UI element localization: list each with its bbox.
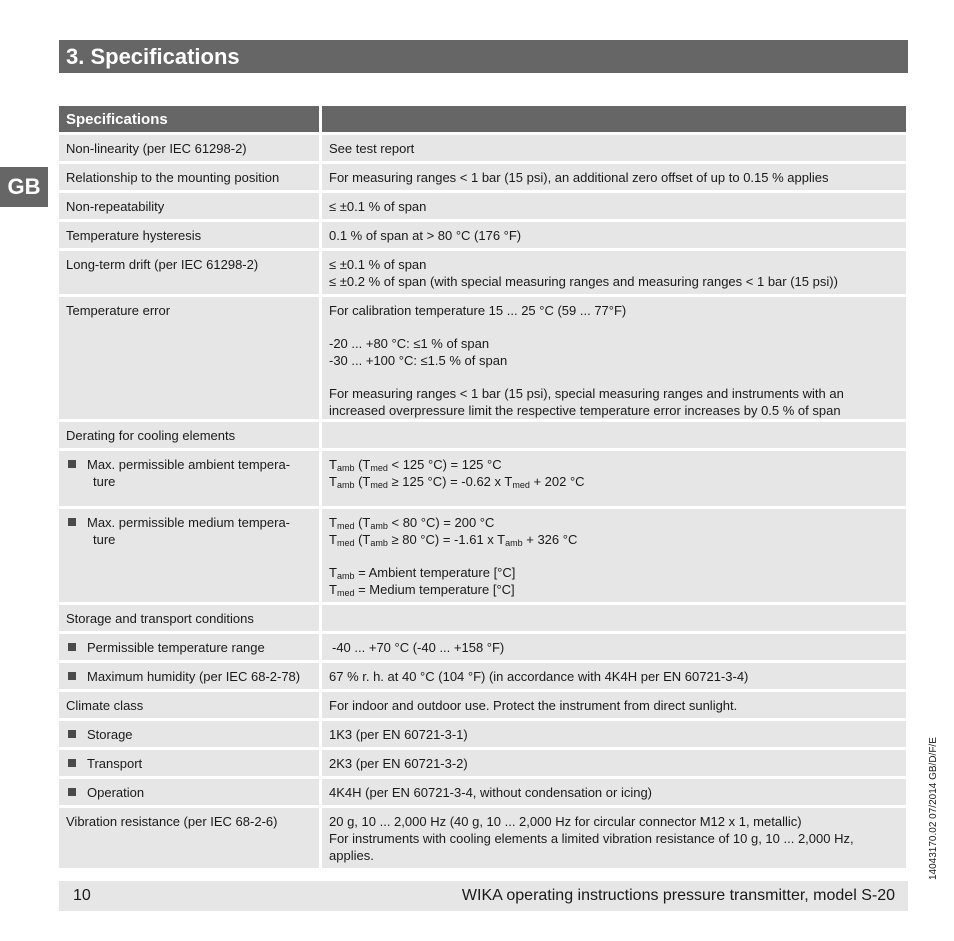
row-derating-cooling <box>59 422 906 448</box>
row-value: -40 ... +70 °C (-40 ... +158 °F) <box>322 634 906 660</box>
row-value <box>322 422 906 448</box>
row-temperature-hysteresis <box>59 222 906 248</box>
row-label: Temperature hysteresis <box>59 222 322 248</box>
row-mounting-position <box>59 164 906 190</box>
formula-line: $T_{amb}$ ($T_{med} \ge 125$ °C) = -0.62 x $T_{med} + 202$ °C <box>329 474 585 490</box>
row-label: Storage <box>59 721 322 747</box>
row-label: Climate class <box>59 692 322 718</box>
row-maximum-humidity <box>59 663 906 689</box>
legend-line: $T_{med}$ = Medium temperature [°C] <box>329 582 515 598</box>
table-header-label: Specifications <box>59 106 322 132</box>
bullet-square-icon <box>68 672 76 680</box>
row-label: Non-repeatability <box>59 193 322 219</box>
row-label: Long-term drift (per IEC 61298-2) <box>59 251 322 294</box>
value-line: -20 ... +80 °C: ≤1 % of span <box>329 336 490 351</box>
page-footer <box>59 881 908 911</box>
label-line: Max. permissible ambient tempera- <box>87 457 291 472</box>
bullet-square-icon <box>68 730 76 738</box>
row-value: 2K3 (per EN 60721-3-2) <box>322 750 906 776</box>
row-label: Storage and transport conditions <box>59 605 322 631</box>
formula-line: $T_{med}$ ($T_{amb} < 80$ °C) = 200 °C <box>329 515 495 531</box>
row-operation <box>59 779 906 805</box>
formula-line: $T_{med}$ ($T_{amb} \ge 80$ °C) = -1.61 x $T_{amb} + 326$ °C <box>329 532 578 548</box>
row-value: 4K4H (per EN 60721-3-4, without condensation or icing) <box>322 779 906 805</box>
row-value: ≤ ±0.1 % of span <box>322 193 906 219</box>
row-non-linearity <box>59 135 906 161</box>
row-label: Permissible temperature range <box>59 634 322 660</box>
row-value <box>322 509 906 602</box>
page-number: 10 <box>73 887 91 904</box>
row-label: Maximum humidity (per IEC 68-2-78) <box>59 663 322 689</box>
value-line: ≤ ±0.1 % of span <box>329 257 427 272</box>
row-value: For measuring ranges < 1 bar (15 psi), an additional zero offset of up to 0.15 % applies <box>322 164 906 190</box>
row-non-repeatability <box>59 193 906 219</box>
value-line: For instruments with cooling elements a limited vibration resistance of 10 g, 10 ... 2,000 Hz, <box>329 831 854 846</box>
footer-title: WIKA operating instructions pressure transmitter, model S-20 <box>461 887 895 904</box>
row-value <box>322 808 906 868</box>
legend-line: $T_{amb}$ = Ambient temperature [°C] <box>329 565 516 581</box>
row-label: Operation <box>59 779 322 805</box>
row-vibration-resistance <box>59 808 906 868</box>
row-label <box>59 451 322 506</box>
row-value: 1K3 (per EN 60721-3-1) <box>322 721 906 747</box>
label-line: ture <box>93 474 116 489</box>
row-max-medium-temp <box>59 509 906 602</box>
value-line: increased overpressure limit the respective temperature error increases by 0.5 % of span <box>329 403 841 418</box>
section-title: 3. Specifications <box>59 40 908 73</box>
row-value: 67 % r. h. at 40 °C (104 °F) (in accordance with 4K4H per EN 60721-3-4) <box>322 663 906 689</box>
row-label: Vibration resistance (per IEC 68-2-6) <box>59 808 322 868</box>
document-code: 14043170.02 07/2014 GB/D/F/E <box>928 737 939 880</box>
value-line: applies. <box>329 848 374 863</box>
row-value: 0.1 % of span at > 80 °C (176 °F) <box>322 222 906 248</box>
bullet-square-icon <box>68 759 76 767</box>
row-label: Temperature error <box>59 297 322 419</box>
bullet-square-icon <box>68 460 76 468</box>
label-line: ture <box>93 532 116 547</box>
table-header-row <box>59 106 906 132</box>
row-value <box>322 451 906 506</box>
bullet-square-icon <box>68 788 76 796</box>
row-storage <box>59 721 906 747</box>
value-line: -30 ... +100 °C: ≤1.5 % of span <box>329 353 508 368</box>
bullet-square-icon <box>68 643 76 651</box>
row-max-ambient-temp <box>59 451 906 506</box>
row-label: Relationship to the mounting position <box>59 164 322 190</box>
bullet-square-icon <box>68 518 76 526</box>
row-label: Derating for cooling elements <box>59 422 322 448</box>
specifications-table <box>59 103 906 871</box>
row-label: Transport <box>59 750 322 776</box>
table-header-empty <box>322 106 906 132</box>
row-value <box>322 297 906 419</box>
value-line: For calibration temperature 15 ... 25 °C (59 ... 77°F) <box>329 303 627 318</box>
row-storage-transport <box>59 605 906 631</box>
row-long-term-drift <box>59 251 906 294</box>
row-value: See test report <box>322 135 906 161</box>
row-transport <box>59 750 906 776</box>
label-line: Max. permissible medium tempera- <box>87 515 291 530</box>
language-tab: GB <box>0 167 48 207</box>
row-permissible-temp-range <box>59 634 906 660</box>
value-line: For measuring ranges < 1 bar (15 psi), special measuring ranges and instruments with an <box>329 386 844 401</box>
formula-line: $T_{amb}$ ($T_{med} < 125$ °C) = 125 °C <box>329 457 502 473</box>
row-value <box>322 605 906 631</box>
value-line: ≤ ±0.2 % of span (with special measuring ranges and measuring ranges < 1 bar (15 psi)) <box>329 274 838 289</box>
row-label: Non-linearity (per IEC 61298-2) <box>59 135 322 161</box>
row-climate-class <box>59 692 906 718</box>
row-value: For indoor and outdoor use. Protect the instrument from direct sunlight. <box>322 692 906 718</box>
value-line: 20 g, 10 ... 2,000 Hz (40 g, 10 ... 2,000 Hz for circular connector M12 x 1, metallic) <box>329 814 802 829</box>
row-label <box>59 509 322 602</box>
row-value <box>322 251 906 294</box>
row-temperature-error <box>59 297 906 419</box>
